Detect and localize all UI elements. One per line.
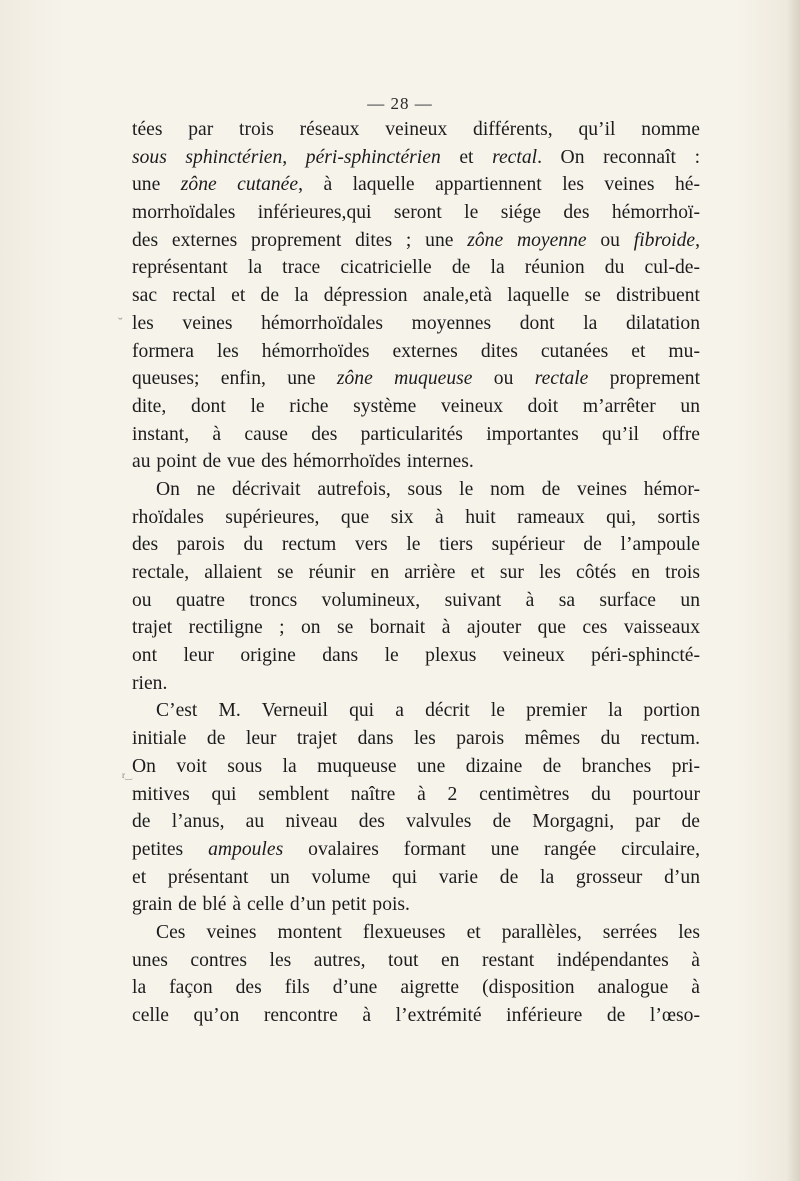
text-line: celle qu’on rencontre à l’extrémité inférieure de l’œso- [132, 1005, 700, 1026]
text-line: rhoïdales supérieures, que six à huit rameaux qui, sortis [132, 506, 700, 528]
text-line: unes contres les autres, tout en restant indépendantes à [132, 949, 700, 971]
text-line: la façon des fils d’une aigrette (disposition analogue à [132, 977, 700, 999]
text-line: formera les hémorrhoïdes externes dites cutanées et mu- [132, 340, 700, 362]
text-line: Ces veines montent flexueuses et parallèles, serrées les [156, 921, 700, 943]
text-line: On voit sous la muqueuse une dizaine de branches pri- [132, 755, 700, 777]
text-line: trajet rectiligne ; on se bornait à ajouter que ces vaisseaux [132, 617, 700, 639]
text-line: tées par trois réseaux veineux différents, qu’il nomme [132, 119, 700, 140]
text-line: des externes proprement dites ; une zône moyenne ou fibroide, [132, 229, 700, 251]
text-line: ou quatre troncs volumineux, suivant à sa surface un [132, 589, 700, 611]
text-line: sous sphinctérien, péri-sphinctérien et rectal. On reconnaît : [132, 146, 701, 168]
text-line: rien. [132, 672, 168, 694]
page-edge-shadow [786, 0, 800, 1181]
text-line: petites ampoules ovalaires formant une rangée circulaire, [132, 838, 700, 860]
text-line: initiale de leur trajet dans les parois mêmes du rectum. [132, 728, 700, 750]
text-line: les veines hémorrhoïdales moyennes dont la dilatation [132, 312, 700, 334]
text-line: grain de blé à celle d’un petit pois. [132, 894, 410, 916]
text-line: morrhoïdales inférieures,qui seront le siége des hémorrhoï- [132, 202, 700, 224]
text-line: de l’anus, au niveau des valvules de Morgagni, par de [132, 811, 700, 833]
text-line: représentant la trace cicatricielle de la réunion du cul-de- [132, 257, 700, 279]
body-text [132, 116, 700, 1030]
text-line: une zône cutanée, à laquelle appartiennent les veines hé- [132, 174, 700, 196]
text-line: On ne décrivait autrefois, sous le nom de veines hémor- [156, 478, 700, 500]
text-line: des parois du rectum vers le tiers supérieur de l’ampoule [132, 534, 700, 556]
text-line: queuses; enfin, une zône muqueuse ou rectale proprement [132, 368, 701, 390]
text-line: et présentant un volume qui varie de la grosseur d’un [132, 866, 700, 888]
corner-mark: r‿ [122, 770, 133, 780]
text-line: au point de vue des hémorrhoïdes internes. [132, 451, 474, 473]
margin-mark: ˘ [118, 316, 123, 331]
text-line: dite, dont le riche système veineux doit m’arrêter un [132, 395, 700, 417]
text-line: ont leur origine dans le plexus veineux péri-sphincté- [132, 645, 700, 667]
text-line: instant, à cause des particularités importantes qu’il offre [132, 423, 700, 445]
page-number: — 28 — [367, 94, 433, 113]
text-line: sac rectal et de la dépression anale,età laquelle se distribuent [132, 285, 700, 307]
text-line: C’est M. Verneuil qui a décrit le premier la portion [156, 700, 700, 722]
text-line: mitives qui semblent naître à 2 centimètres du pourtour [132, 783, 700, 805]
text-line: rectale, allaient se réunir en arrière et sur les côtés en trois [132, 562, 700, 583]
